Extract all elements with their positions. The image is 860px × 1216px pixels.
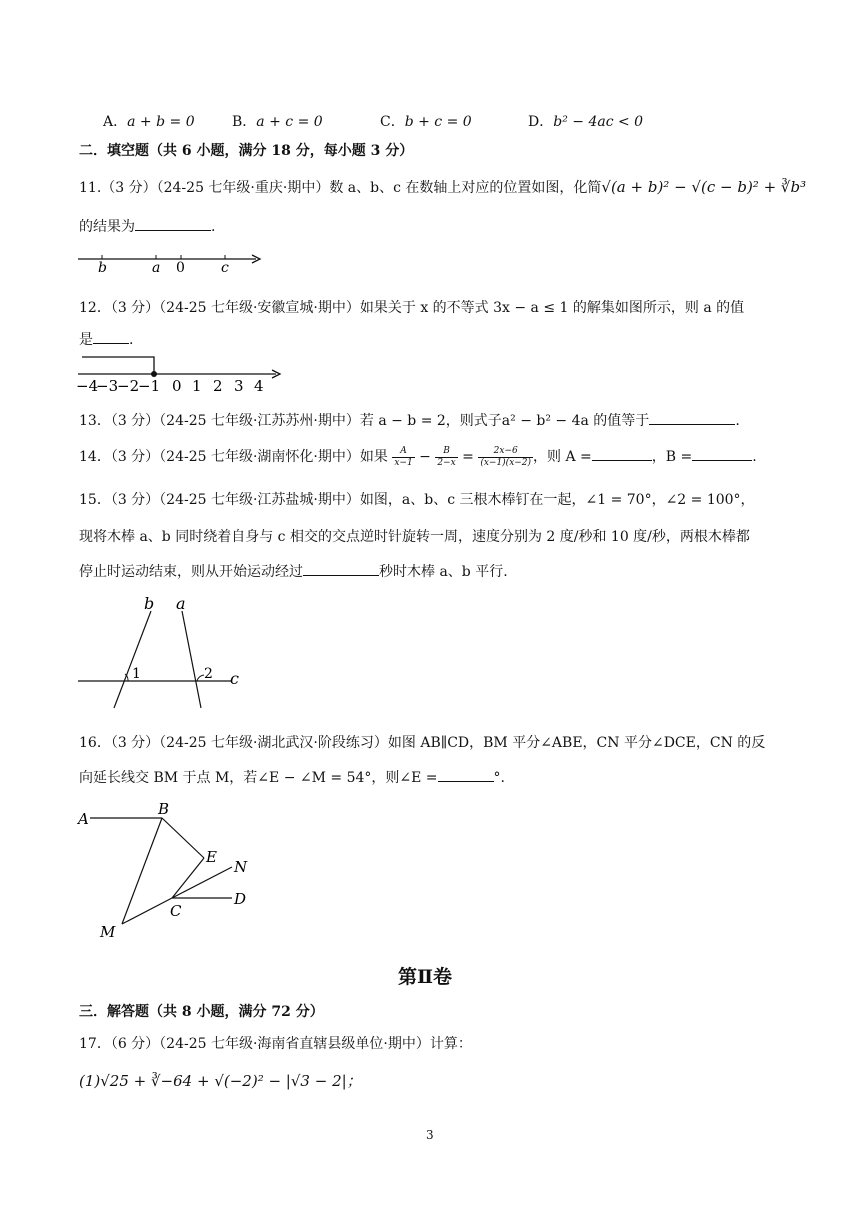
q11-answer-prompt: 的结果为 [79, 219, 135, 235]
q16-line2-end: °. [493, 770, 505, 786]
q16-answer-blank[interactable] [438, 767, 494, 782]
q15-line1: 15．（3 分）（24-25 七年级·江苏盐城·期中）如图，a、b、c 三根木棒钉在一起，∠1 = 70°，∠2 = 100°， [79, 492, 755, 508]
tick-label: −4 [76, 377, 99, 394]
numberline-label-b: b [98, 260, 107, 276]
option-d-letter: D． [528, 114, 554, 130]
q13-stem [79, 410, 740, 430]
tick-label: 4 [254, 377, 264, 394]
q16-line2 [79, 767, 505, 787]
q15-label-c: c [230, 669, 239, 688]
q12-number-line [76, 352, 286, 394]
q14-answer-blank-b[interactable] [692, 446, 752, 461]
section-3-heading: 三．解答题（共 8 小题，满分 72 分） [79, 1004, 324, 1020]
q14-equals: = [462, 449, 474, 465]
q11-answer-blank[interactable] [135, 216, 211, 231]
q14-mid: ，则 A = [533, 449, 592, 465]
q12-stem: 12．（3 分）（24-25 七年级·安徽宣城·期中）如果关于 x 的不等式 3x − a ≤ 1 的解集如图所示，则 a 的值 [79, 300, 745, 316]
q16-label-N: N [234, 858, 248, 876]
numberline-label-c: c [221, 260, 229, 276]
q14-end: . [752, 449, 757, 465]
q11-number-line [76, 248, 266, 278]
q17-stem: 17．（6 分）（24-25 七年级·海南省直辖县级单位·期中）计算： [79, 1036, 472, 1052]
numberline-label-a: a [152, 260, 161, 276]
q14-answer-blank-a[interactable] [592, 446, 652, 461]
q16-label-A: A [78, 810, 89, 828]
q14-fraction-a: $\frac{A}{x-1}$ [394, 445, 413, 468]
q12-line2 [79, 329, 133, 349]
option-a-expr: a + b = 0 [127, 114, 195, 130]
tick-label: 3 [234, 377, 244, 394]
q11-end: . [211, 219, 216, 235]
tick-label: 1 [192, 377, 202, 394]
q14-text: 14．（3 分）（24-25 七年级·湖南怀化·期中）如果 [79, 449, 388, 465]
q14-stem [79, 444, 757, 470]
page-number: 3 [426, 1128, 434, 1142]
part-2-heading: 第Ⅱ卷 [398, 966, 453, 988]
section-2-heading: 二．填空题（共 6 小题，满分 18 分，每小题 3 分） [79, 143, 414, 159]
q11-stem [79, 177, 806, 197]
option-c [380, 111, 472, 131]
q16-line1: 16．（3 分）（24-25 七年级·湖北武汉·阶段练习）如图 AB∥CD，BM 平分∠ABE，CN 平分∠DCE，CN 的反 [79, 735, 766, 751]
q14-fraction-b: $\frac{B}{2-x}$ [437, 445, 456, 468]
q13-text: 13．（3 分）（24-25 七年级·江苏苏州·期中）若 a − b = 2，则式子a² − b² − 4a 的值等于 [79, 413, 650, 429]
q16-line2-text: 向延长线交 BM 于点 M，若∠E − ∠M = 54°，则∠E = [79, 770, 438, 786]
q15-answer-blank[interactable] [303, 561, 379, 576]
q12-answer-prompt: 是 [79, 332, 93, 348]
q15-label-a: a [176, 594, 186, 613]
q15-figure [72, 594, 252, 712]
option-a [103, 111, 195, 131]
numberline-label-zero: 0 [176, 260, 185, 276]
q13-answer-blank[interactable] [649, 410, 735, 425]
option-b-expr: a + c = 0 [256, 114, 323, 130]
option-c-letter: C． [380, 114, 405, 130]
q15-line3-text: 停止时运动结束，则从开始运动经过 [79, 564, 303, 580]
option-b [232, 111, 323, 131]
option-a-letter: A． [103, 114, 128, 130]
q16-label-C: C [170, 902, 182, 920]
q15-label-angle2: 2 [204, 666, 213, 682]
q17-part1: (1)√25 + ∛−64 + √(−2)² − |√3 − 2|； [79, 1072, 362, 1090]
tick-label: 0 [172, 377, 182, 394]
q11-text: 11.（3 分）（24-25 七年级·重庆·期中）数 a、b、c 在数轴上对应的位置如图，化简 [79, 180, 602, 196]
q12-end: . [129, 332, 134, 348]
q15-label-angle1: 1 [132, 666, 141, 682]
tick-label: −3 [96, 377, 119, 394]
option-c-expr: b + c = 0 [404, 114, 472, 130]
q16-label-E: E [206, 848, 217, 866]
q16-label-D: D [234, 890, 247, 908]
q12-answer-blank[interactable] [93, 329, 129, 344]
q16-figure [72, 800, 262, 945]
q16-label-B: B [158, 800, 170, 818]
q15-label-b: b [144, 594, 155, 613]
q14-sep: ，B = [651, 449, 693, 465]
tick-label: −1 [138, 377, 161, 394]
q14-fraction-rhs: $\frac{2x-6}{(x-1)(x-2)}$ [480, 445, 532, 468]
tick-label: 2 [213, 377, 223, 394]
q15-line2: 现将木棒 a、b 同时绕着自身与 c 相交的交点逆时针旋转一周，速度分别为 2 度/秒和 10 度/秒，两根木棒都 [79, 529, 750, 545]
q11-line2 [79, 216, 215, 236]
q13-end: . [735, 413, 740, 429]
q15-line3-end: 秒时木棒 a、b 平行. [379, 564, 508, 580]
q14-minus: − [419, 449, 431, 465]
option-b-letter: B． [232, 114, 257, 130]
q15-line3 [79, 561, 508, 581]
tick-label: −2 [117, 377, 140, 394]
option-d [528, 111, 643, 131]
option-d-expr: b² − 4ac < 0 [553, 114, 644, 130]
q16-label-M: M [100, 923, 116, 941]
q11-formula: √(a + b)² − √(c − b)² + ∛b³ [601, 178, 807, 196]
